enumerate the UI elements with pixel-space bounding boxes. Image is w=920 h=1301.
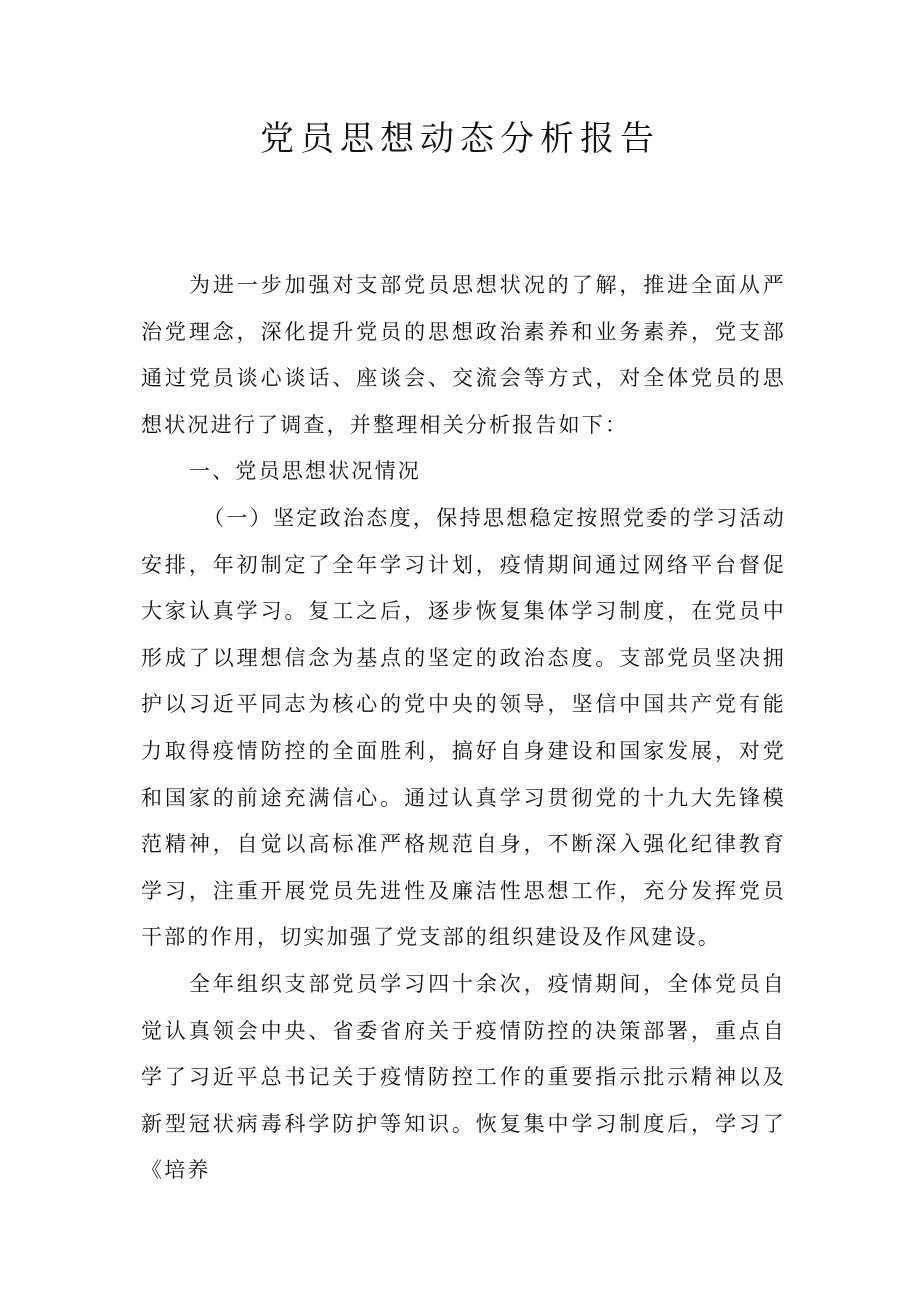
section-heading-1: 一、党员思想状况情况 (189, 459, 421, 484)
study-summary-paragraph: 全年组织支部党员学习四十余次，疫情期间，全体党员自觉认真领会中央、省委省府关于疫情防控的决策部署，重点自学了习近平总书记关于疫情防控工作的重要指示批示精神以及新型冠状病毒科学防护等知识。恢复集中学习制度后，学习了《培养 (141, 971, 786, 1183)
intro-paragraph: 为进一步加强对支部党员思想状况的了解，推进全面从严治党理念，深化提升党员的思想政治素养和业务素养，党支部通过党员谈心谈话、座谈会、交流会等方式，对全体党员的思想状况进行了调查，并整理相关分析报告如下： (141, 273, 786, 437)
subsection-paragraph-1: （一）坚定政治态度，保持思想稳定按照党委的学习活动安排，年初制定了全年学习计划，疫情期间通过网络平台督促大家认真学习。复工之后，逐步恢复集体学习制度，在党员中形成了以理想信念为基点的坚定的政治态度。支部党员坚决拥护以习近平同志为核心的党中央的领导，坚信中国共产党有能力取得疫情防控的全面胜利，搞好自身建设和国家发展，对党和国家的前途充满信心。通过认真学习贯彻党的十九大先锋模范精神，自觉以高标准严格规范自身，不断深入强化纪律教育学习，注重开展党员先进性及廉洁性思想工作，充分发挥党员干部的作用，切实加强了党支部的组织建设及作风建设。 (141, 505, 786, 950)
document-body (141, 262, 786, 1194)
document-title: 党员思想动态分析报告 (260, 119, 660, 159)
